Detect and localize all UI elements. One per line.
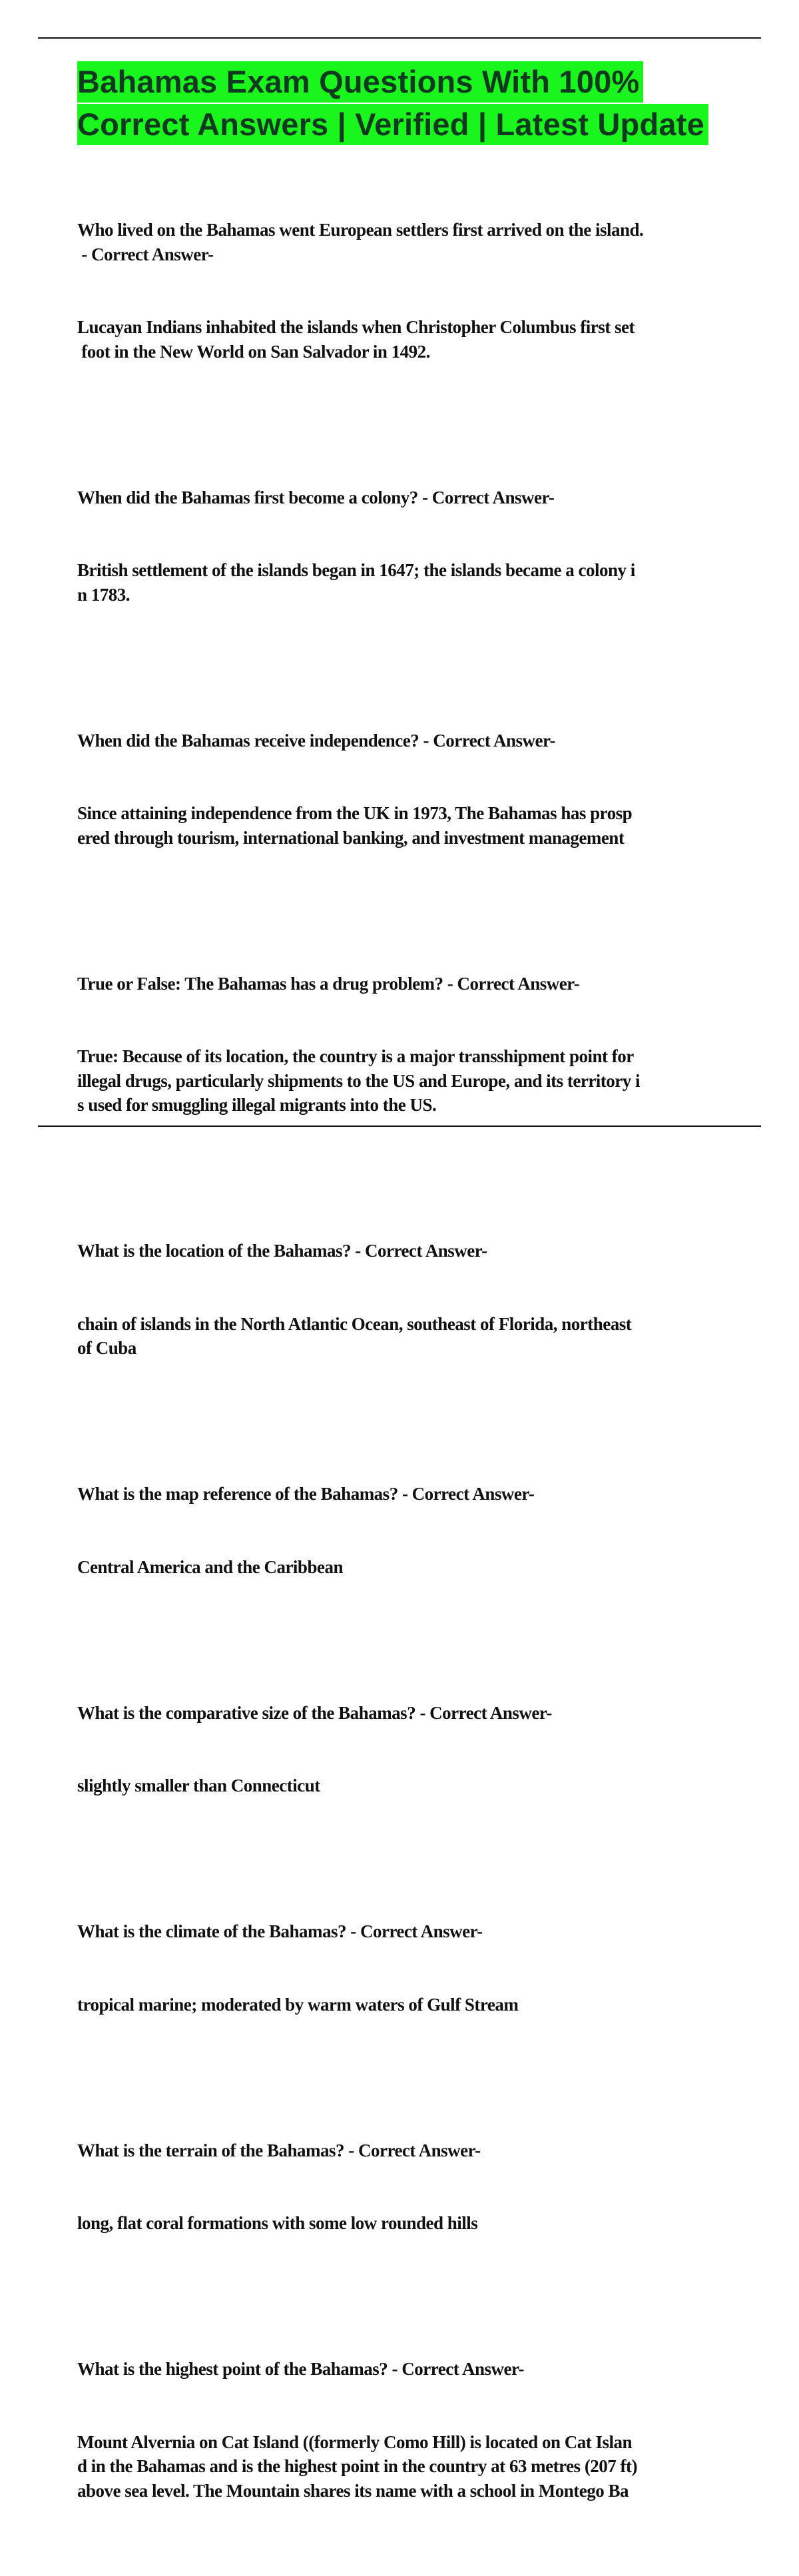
answer-text: Lucayan Indians inhabited the islands when Christopher Columbus first set foot in the New World on San Salvador in 1492. xyxy=(77,317,635,362)
qa-item xyxy=(77,1652,743,1847)
answer-text: True: Because of its location, the country is a major transshipment point for illegal drugs, particularly shipments to the US and Europe, and its territory i s used for smuggling illegal migrants into the US. xyxy=(77,1046,641,1115)
question-text: What is the map reference of the Bahamas? - Correct Answer- xyxy=(77,1484,535,1504)
answer-text: tropical marine; moderated by warm waters of Gulf Stream xyxy=(77,1994,519,2015)
question-text: What is the terrain of the Bahamas? - Correct Answer- xyxy=(77,2140,481,2160)
answer-text: Since attaining independence from the UK in 1973, The Bahamas has prosp ered through tourism, international banking, and investment management xyxy=(77,803,633,848)
title-line-2: Correct Answers | Verified | Latest Update xyxy=(77,104,708,145)
answer-text: chain of islands in the North Atlantic Ocean, southeast of Florida, northeast of Cuba xyxy=(77,1313,632,1358)
qa-item xyxy=(77,680,743,899)
question-text: When did the Bahamas first become a colony? - Correct Answer- xyxy=(77,487,555,507)
qa-item xyxy=(77,1871,743,2065)
answer-text: Mount Alvernia on Cat Island ((formerly Como Hill) is located on Cat Islan d in the Bahamas and is the highest point in the country at 63 metres (207 ft) above sea level. The Mountain shares its name with a school in Montego Ba xyxy=(77,2431,638,2501)
bottom-divider xyxy=(38,1126,761,1127)
question-text: What is the comparative size of the Bahamas? - Correct Answer- xyxy=(77,1702,552,1723)
question-text: What is the location of the Bahamas? - Correct Answer- xyxy=(77,1241,487,1261)
answer-text: slightly smaller than Connecticut xyxy=(77,1775,320,1795)
qa-item xyxy=(77,437,743,656)
qa-list xyxy=(77,169,743,2576)
qa-item xyxy=(77,1433,743,1628)
qa-item xyxy=(77,2308,743,2551)
title-line-1: Bahamas Exam Questions With 100% xyxy=(77,61,643,103)
question-text: What is the highest point of the Bahamas? - Correct Answer- xyxy=(77,2359,524,2379)
question-text: When did the Bahamas receive independence? - Correct Answer- xyxy=(77,730,555,751)
answer-text: long, flat coral formations with some low rounded hills xyxy=(77,2213,478,2233)
qa-item xyxy=(77,2090,743,2284)
qa-item xyxy=(77,169,743,412)
answer-text: Central America and the Caribbean xyxy=(77,1556,343,1577)
qa-item xyxy=(77,1190,743,1409)
top-divider xyxy=(38,37,761,39)
document-title xyxy=(77,61,743,145)
qa-item xyxy=(77,923,743,1166)
question-text: What is the climate of the Bahamas? - Correct Answer- xyxy=(77,1921,483,1941)
question-text: True or False: The Bahamas has a drug problem? - Correct Answer- xyxy=(77,973,580,994)
question-text: Who lived on the Bahamas went European settlers first arrived on the island. - Correct Answer- xyxy=(77,220,644,264)
answer-text: British settlement of the islands began in 1647; the islands became a colony i n 1783. xyxy=(77,560,635,605)
